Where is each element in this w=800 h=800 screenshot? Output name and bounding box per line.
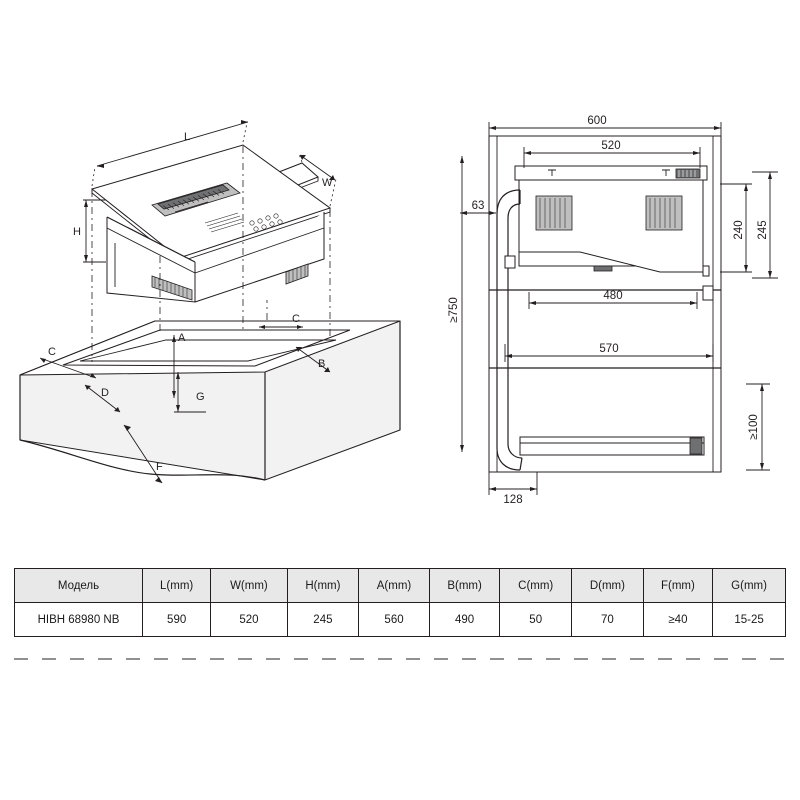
dim-570-label: 570 [599, 343, 619, 355]
svg-text:C: C [292, 313, 300, 325]
svg-text:L: L [184, 131, 191, 143]
cell-F: ≥40 [643, 603, 712, 637]
col-header-A: A(mm) [359, 569, 430, 603]
col-header-D: D(mm) [572, 569, 644, 603]
svg-text:C: C [48, 346, 56, 358]
table-header-row [15, 569, 786, 603]
dim-63-label: 63 [471, 200, 485, 212]
cell-L: 590 [143, 603, 211, 637]
col-header-F: F(mm) [643, 569, 712, 603]
svg-text:F: F [156, 461, 163, 473]
dim-240-label: 240 [733, 220, 745, 240]
dim-245 [752, 172, 778, 278]
cell-C: 50 [500, 603, 572, 637]
dim-600 [489, 115, 721, 136]
hob-section [515, 166, 707, 272]
col-header-L: L(mm) [143, 569, 211, 603]
front-section-view-group [448, 115, 778, 506]
dim-100-label: ≥100 [748, 414, 760, 440]
dim-240 [720, 184, 752, 272]
dim-128 [489, 472, 537, 506]
col-header-W: W(mm) [211, 569, 287, 603]
svg-text:W: W [322, 177, 333, 189]
svg-text:H: H [73, 226, 81, 238]
dim-100 [746, 384, 770, 470]
cell-A: 560 [359, 603, 430, 637]
col-header-H: H(mm) [287, 569, 359, 603]
svg-text:G: G [196, 391, 205, 403]
cell-D: 70 [572, 603, 644, 637]
dim-520-label: 520 [601, 140, 621, 152]
model-dimension-table [14, 568, 786, 637]
dim-128-label: 128 [503, 494, 523, 506]
cell-B: 490 [429, 603, 500, 637]
dim-750 [448, 156, 464, 452]
dim-600-label: 600 [587, 115, 607, 127]
lower-filter-box [520, 437, 704, 455]
table-row [15, 603, 786, 637]
dim-750-label: ≥750 [448, 297, 460, 323]
svg-text:B: B [318, 358, 326, 370]
cell-G: 15-25 [713, 603, 786, 637]
col-header-G: G(mm) [713, 569, 786, 603]
dim-480-label: 480 [603, 290, 623, 302]
svg-text:D: D [101, 387, 109, 399]
dim-H [73, 200, 106, 262]
cell-H: 245 [287, 603, 359, 637]
dim-245-label: 245 [757, 220, 769, 240]
cell-W: 520 [211, 603, 287, 637]
col-header-C: C(mm) [500, 569, 572, 603]
col-header-model: Модель [15, 569, 143, 603]
col-header-B: B(mm) [429, 569, 500, 603]
svg-text:A: A [178, 332, 186, 344]
cell-model: HIBH 68980 NB [15, 603, 143, 637]
isometric-view-group [20, 120, 400, 483]
